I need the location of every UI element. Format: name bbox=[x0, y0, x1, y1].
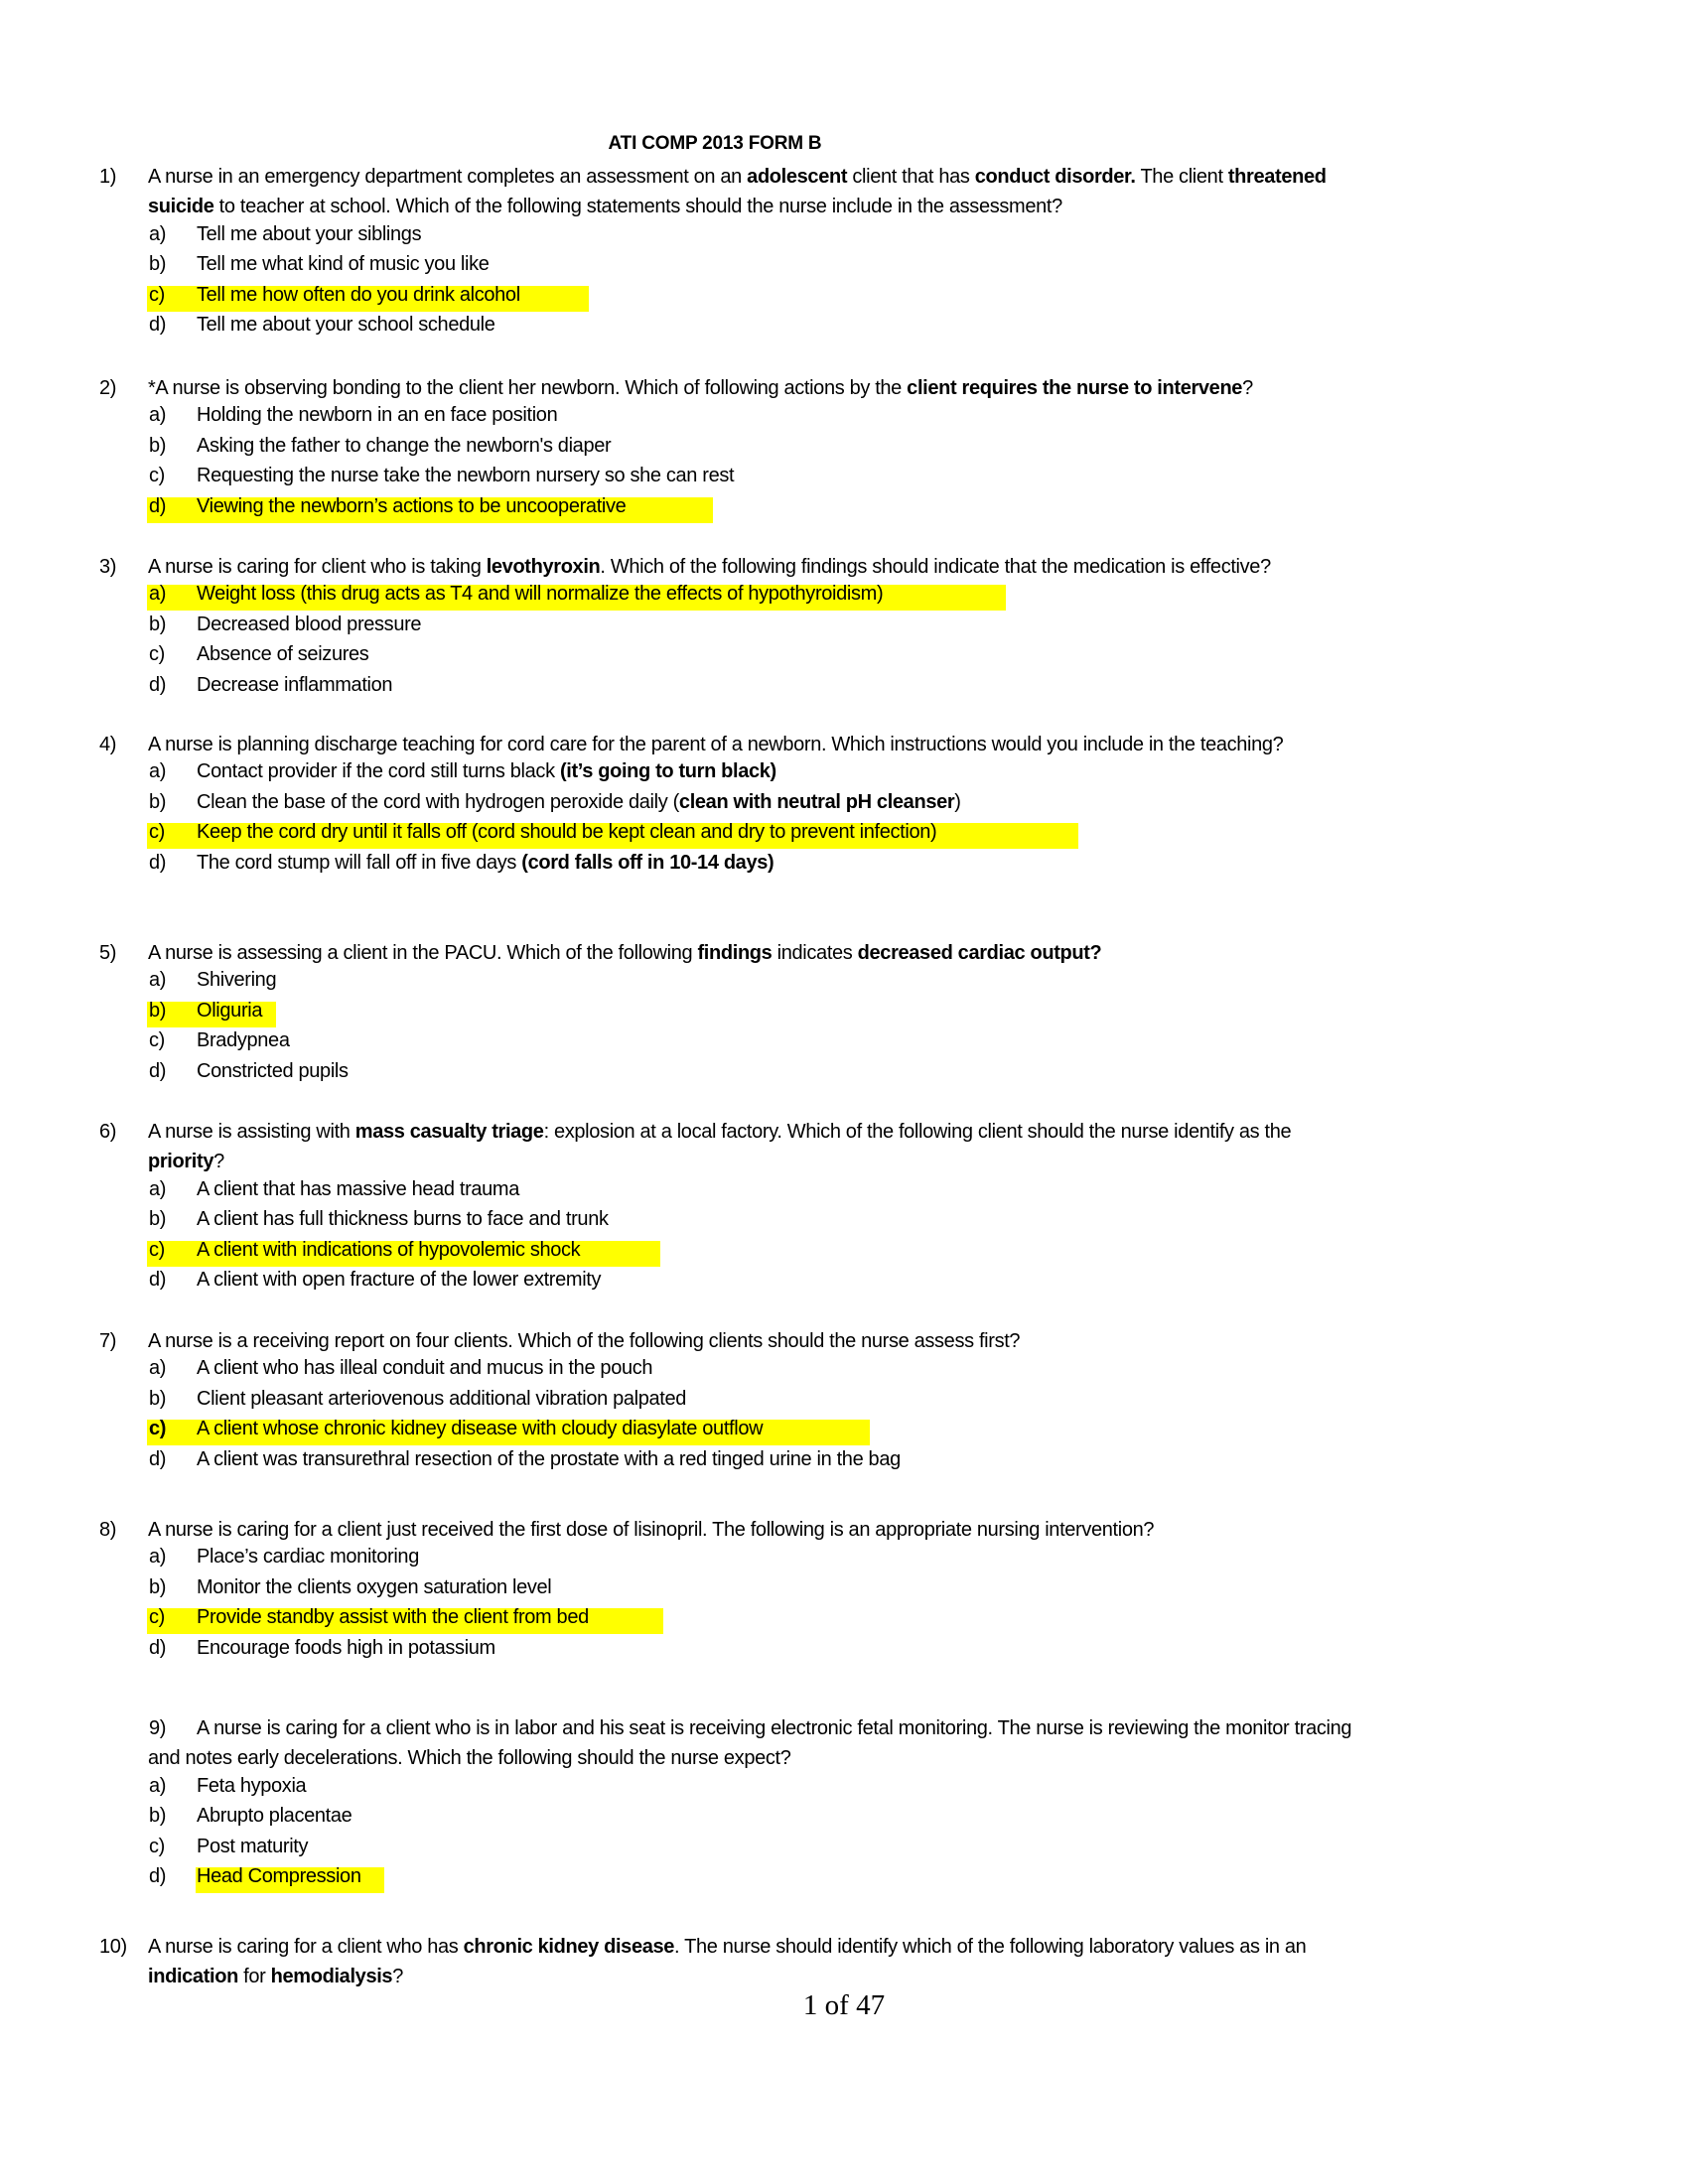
option-b-correct: b) Oliguria bbox=[0, 999, 1688, 1028]
question-number: 7) bbox=[99, 1330, 117, 1352]
option-b: b) Clean the base of the cord with hydrogen peroxide daily (clean with neutral pH cleanser) bbox=[149, 790, 961, 813]
question-number: 1) bbox=[99, 166, 117, 188]
option-d: d) Decrease inflammation bbox=[149, 673, 393, 696]
question-text: A nurse is assisting with mass casualty triage: explosion at a local factory. Which of the following client should the nurse identify as the bbox=[148, 1121, 1292, 1143]
question-number: 4) bbox=[99, 734, 117, 755]
question-number: 9) bbox=[149, 1717, 167, 1739]
question-2 bbox=[0, 373, 1688, 524]
option-c: c) Requesting the nurse take the newborn nursery so she can rest bbox=[149, 465, 735, 487]
document-title: ATI COMP 2013 FORM B bbox=[608, 133, 822, 154]
question-text: A nurse is planning discharge teaching for cord care for the parent of a newborn. Which instructions would you include in the teaching? bbox=[148, 734, 1284, 755]
option-d: d) Constricted pupils bbox=[149, 1059, 349, 1082]
page-indicator: 1 of 47 bbox=[802, 1989, 886, 2021]
option-b: b) Abrupto placentae bbox=[149, 1805, 352, 1828]
question-text: A nurse is a receiving report on four clients. Which of the following clients should the nurse assess first? bbox=[148, 1330, 1021, 1352]
option-text: Tell me what kind of music you like bbox=[197, 253, 490, 276]
option-b bbox=[0, 252, 1688, 282]
option-a: a) A client that has massive head trauma bbox=[149, 1177, 520, 1200]
option-b: b) Monitor the clients oxygen saturation level bbox=[149, 1575, 552, 1598]
option-a: a) Feta hypoxia bbox=[149, 1774, 307, 1797]
option-a: a) Holding the newborn in an en face position bbox=[149, 404, 558, 427]
option-b: b) Asking the father to change the newborn's diaper bbox=[149, 434, 612, 457]
question-text-continued: indication for hemodialysis? bbox=[148, 1966, 403, 1988]
question-text: A nurse is caring for a client who is in labor and his seat is receiving electronic fetal monitoring. The nurse is reviewing the monitor tracing bbox=[197, 1717, 1352, 1739]
question-1 bbox=[0, 162, 1688, 342]
question-number: 2) bbox=[99, 377, 117, 399]
option-d-correct: d) Viewing the newborn’s actions to be uncooperative bbox=[0, 494, 1688, 524]
option-letter: b) bbox=[149, 253, 167, 276]
option-letter: c) bbox=[149, 283, 165, 306]
question-3 bbox=[0, 552, 1688, 703]
option-b: b) Client pleasant arteriovenous additional vibration palpated bbox=[149, 1387, 687, 1410]
option-c-correct bbox=[0, 283, 1688, 313]
option-b: b) A client has full thickness burns to face and trunk bbox=[149, 1208, 609, 1231]
option-c-correct: c) A client whose chronic kidney disease with cloudy diasylate outflow bbox=[0, 1417, 1688, 1446]
question-text-continued: priority? bbox=[148, 1151, 224, 1173]
option-letter: a) bbox=[149, 222, 167, 245]
question-number: 10) bbox=[99, 1936, 127, 1958]
question-text: A nurse is assessing a client in the PACU. Which of the following findings indicates decreased cardiac output? bbox=[148, 942, 1102, 964]
option-d-correct: d) Head Compression bbox=[0, 1864, 1688, 1894]
option-c-correct: c) A client with indications of hypovolemic shock bbox=[0, 1238, 1688, 1268]
option-a: a) Contact provider if the cord still turns black (it’s going to turn black) bbox=[149, 760, 776, 783]
question-6 bbox=[0, 1117, 1688, 1297]
option-c-correct: c) Provide standby assist with the client from bed bbox=[0, 1605, 1688, 1635]
option-letter: d) bbox=[149, 313, 167, 336]
question-text: *A nurse is observing bonding to the client her newborn. Which of following actions by the client requires the nurse to intervene? bbox=[148, 377, 1253, 399]
question-7 bbox=[0, 1326, 1688, 1477]
question-text: A nurse is caring for a client just received the first dose of lisinopril. The following is an appropriate nursing intervention? bbox=[148, 1519, 1155, 1541]
option-d bbox=[0, 313, 1688, 342]
question-number: 6) bbox=[99, 1121, 117, 1143]
option-d: d) A client was transurethral resection of the prostate with a red tinged urine in the bag bbox=[149, 1447, 901, 1470]
question-9 bbox=[0, 1713, 1688, 1894]
option-d: d) The cord stump will fall off in five days (cord falls off in 10-14 days) bbox=[149, 851, 774, 874]
question-text: A nurse is caring for client who is taking levothyroxin. Which of the following findings should indicate that the medication is effective? bbox=[148, 556, 1271, 578]
question-4 bbox=[0, 730, 1688, 881]
question-number: 3) bbox=[99, 556, 117, 578]
option-text: Tell me about your school schedule bbox=[197, 313, 495, 336]
option-a: a) Shivering bbox=[149, 969, 277, 992]
question-8 bbox=[0, 1515, 1688, 1666]
question-text: A nurse is caring for a client who has chronic kidney disease. The nurse should identify which of the following laboratory values as in an bbox=[148, 1936, 1307, 1958]
option-text: Tell me how often do you drink alcohol bbox=[197, 283, 520, 306]
option-a: a) A client who has illeal conduit and mucus in the pouch bbox=[149, 1357, 653, 1380]
question-text: A nurse in an emergency department completes an assessment on an adolescent client that has conduct disorder. The client threatened bbox=[148, 166, 1327, 188]
question-text-continued: and notes early decelerations. Which the following should the nurse expect? bbox=[148, 1747, 791, 1770]
question-text-continued: suicide to teacher at school. Which of the following statements should the nurse include in the assessment? bbox=[148, 196, 1062, 218]
option-c: c) Absence of seizures bbox=[149, 643, 369, 666]
question-number: 5) bbox=[99, 942, 117, 964]
question-10 bbox=[0, 1932, 1688, 1992]
option-c: c) Bradypnea bbox=[149, 1029, 290, 1052]
option-c-correct: c) Keep the cord dry until it falls off (cord should be kept clean and dry to prevent infection) bbox=[0, 820, 1688, 850]
option-a: a) Place’s cardiac monitoring bbox=[149, 1546, 419, 1569]
option-a bbox=[0, 222, 1688, 252]
option-b: b) Decreased blood pressure bbox=[149, 613, 422, 635]
option-d: d) Encourage foods high in potassium bbox=[149, 1636, 495, 1659]
option-text: Tell me about your siblings bbox=[197, 222, 422, 245]
option-d: d) A client with open fracture of the lower extremity bbox=[149, 1268, 602, 1291]
option-a-correct: a) Weight loss (this drug acts as T4 and will normalize the effects of hypothyroidism) bbox=[0, 582, 1688, 612]
option-c: c) Post maturity bbox=[149, 1835, 309, 1857]
question-number: 8) bbox=[99, 1519, 117, 1541]
question-5 bbox=[0, 938, 1688, 1089]
